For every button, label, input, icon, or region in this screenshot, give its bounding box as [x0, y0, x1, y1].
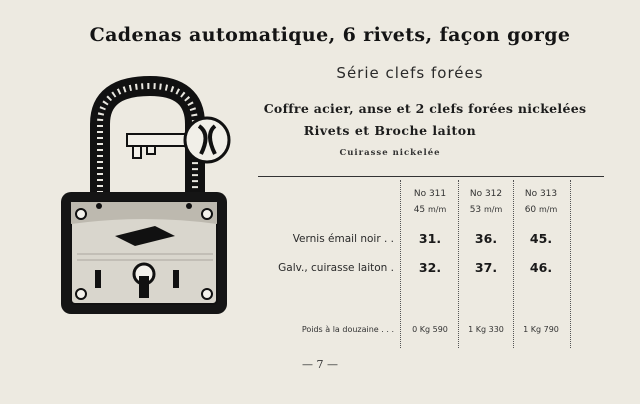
model-size: 45	[413, 205, 426, 215]
weight-cell: 0 Kg 590	[412, 325, 448, 334]
page-number: — 7 —	[302, 358, 338, 371]
description-line-3: Cuirasse nickelée	[339, 148, 441, 158]
model-size: 60	[524, 205, 537, 215]
table-top-rule	[258, 176, 604, 177]
price-cell: 36.	[474, 231, 498, 246]
size-unit: m/m	[484, 205, 503, 214]
column-header-313	[512, 186, 570, 218]
weight-cell: 1 Kg 330	[468, 325, 504, 334]
model-number: No 312	[469, 189, 503, 199]
price-cell: 31.	[418, 231, 442, 246]
row-label-vernis: Vernis émail noir . .	[292, 233, 394, 245]
column-header-312	[457, 186, 515, 218]
key-icon	[127, 118, 229, 162]
padlock-illustration	[55, 74, 245, 322]
description-line-1: Coffre acier, anse et 2 clefs forées nickelées	[263, 101, 587, 116]
weight-label: Poids à la douzaine . . .	[301, 325, 394, 334]
page-title: Cadenas automatique, 6 rivets, façon gorge	[89, 24, 571, 46]
model-size: 53	[469, 205, 482, 215]
price-cell: 32.	[418, 260, 442, 275]
model-number: No 311	[413, 189, 447, 199]
description-line-2: Rivets et Broche laiton	[303, 123, 477, 138]
size-unit: m/m	[539, 205, 558, 214]
column-divider	[570, 180, 571, 348]
size-unit: m/m	[428, 205, 447, 214]
price-cell: 45.	[529, 231, 553, 246]
row-label-galv: Galv., cuirasse laiton .	[278, 262, 394, 274]
series-subtitle: Série clefs forées	[336, 64, 484, 82]
price-cell: 37.	[474, 260, 498, 275]
column-header-311	[401, 186, 459, 218]
model-number: No 313	[524, 189, 558, 199]
price-cell: 46.	[529, 260, 553, 275]
weight-cell: 1 Kg 790	[523, 325, 559, 334]
